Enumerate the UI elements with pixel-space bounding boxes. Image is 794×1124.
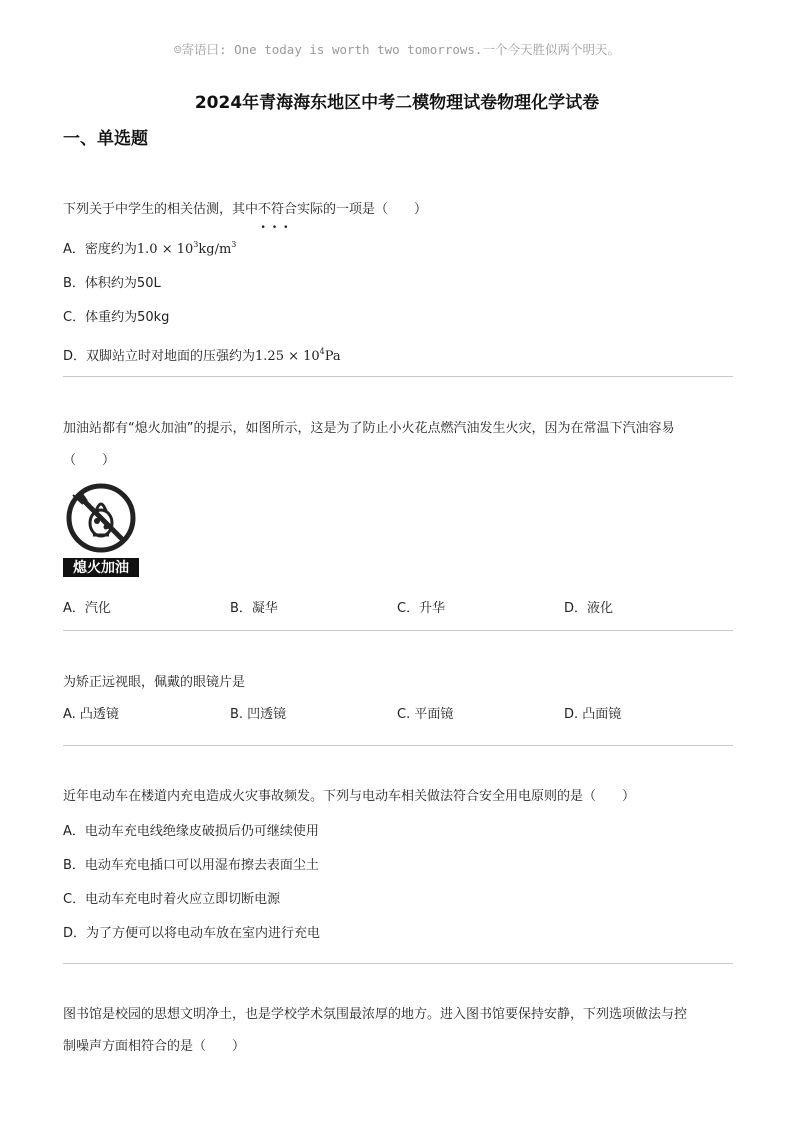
question-5-stem-line2: 制噪声方面相符合的是（ ） <box>63 1039 246 1054</box>
question-3-options <box>63 699 735 730</box>
question-2 <box>63 413 735 624</box>
no-fire-sign-image <box>63 481 139 590</box>
option-a[interactable]: A．汽化 <box>63 601 111 616</box>
question-4-stem: 近年电动车在楼道内充电造成火灾事故频发。下列与电动车相关做法符合安全用电原则的是（ ） <box>63 789 636 804</box>
option-d[interactable]: D．液化 <box>564 601 614 616</box>
option-b[interactable]: B．凝华 <box>230 601 278 616</box>
option-d[interactable]: D．为了方便可以将电动车放在室内进行充电 <box>63 926 321 941</box>
divider <box>63 376 733 377</box>
option-a[interactable]: A．密度约为$1.0 \times 10^3kg/m^3$ <box>63 240 237 257</box>
question-3-stem: 为矫正远视眼，佩戴的眼镜片是 <box>63 675 246 690</box>
option-d[interactable]: D．双脚站立时对地面的压强约为$1.25 \times 10^4Pa$ <box>63 347 341 364</box>
option-d[interactable]: D. 凸面镜 <box>564 707 622 722</box>
option-b[interactable]: B．体积约为50L <box>63 276 161 291</box>
option-a[interactable]: A．电动车充电线绝缘皮破损后仍可继续使用 <box>63 824 319 839</box>
motto-header: ☺寄语曰: One today is worth two tomorrows.一个今天胜似两个明天。 <box>174 42 620 57</box>
question-5 <box>63 999 735 1063</box>
question-2-stem-line2: （ ） <box>63 453 116 468</box>
section-heading: 一、单选题 <box>63 129 148 149</box>
sign-label: 熄火加油 <box>73 560 129 576</box>
divider <box>63 745 733 746</box>
option-c[interactable]: C. 平面镜 <box>397 707 454 722</box>
question-1-stem-text-end: 实际的一项是（ ） <box>297 202 428 217</box>
question-4 <box>63 781 735 949</box>
divider <box>63 963 733 964</box>
question-1 <box>63 194 735 372</box>
question-3 <box>63 667 735 730</box>
option-a[interactable]: A. 凸透镜 <box>63 707 119 722</box>
option-c[interactable]: C．体重约为50kg <box>63 310 170 325</box>
divider <box>63 630 733 631</box>
emphasized-word: 不符合 ••• <box>258 202 298 233</box>
option-c[interactable]: C．升华 <box>397 601 446 616</box>
question-1-stem-text: 下列关于中学生的相关估测，其中 <box>63 202 259 217</box>
question-1-stem <box>63 194 735 233</box>
option-b[interactable]: B．电动车充电插口可以用湿布擦去表面尘土 <box>63 858 319 873</box>
no-fire-icon <box>63 481 139 577</box>
question-2-options <box>63 593 735 624</box>
document-title: 2024年青海海东地区中考二模物理试卷物理化学试卷 <box>194 93 600 113</box>
question-2-stem: 加油站都有“熄火加油”的提示，如图所示，这是为了防止小火花点燃汽油发生火灾，因为在常温下汽油容易 <box>63 421 675 436</box>
option-b[interactable]: B. 凹透镜 <box>230 707 287 722</box>
option-c[interactable]: C．电动车充电时着火应立即切断电源 <box>63 892 281 907</box>
question-5-stem: 图书馆是校园的思想文明净土，也是学校学术氛围最浓厚的地方。进入图书馆要保持安静，下列选项做法与控 <box>63 1007 688 1022</box>
